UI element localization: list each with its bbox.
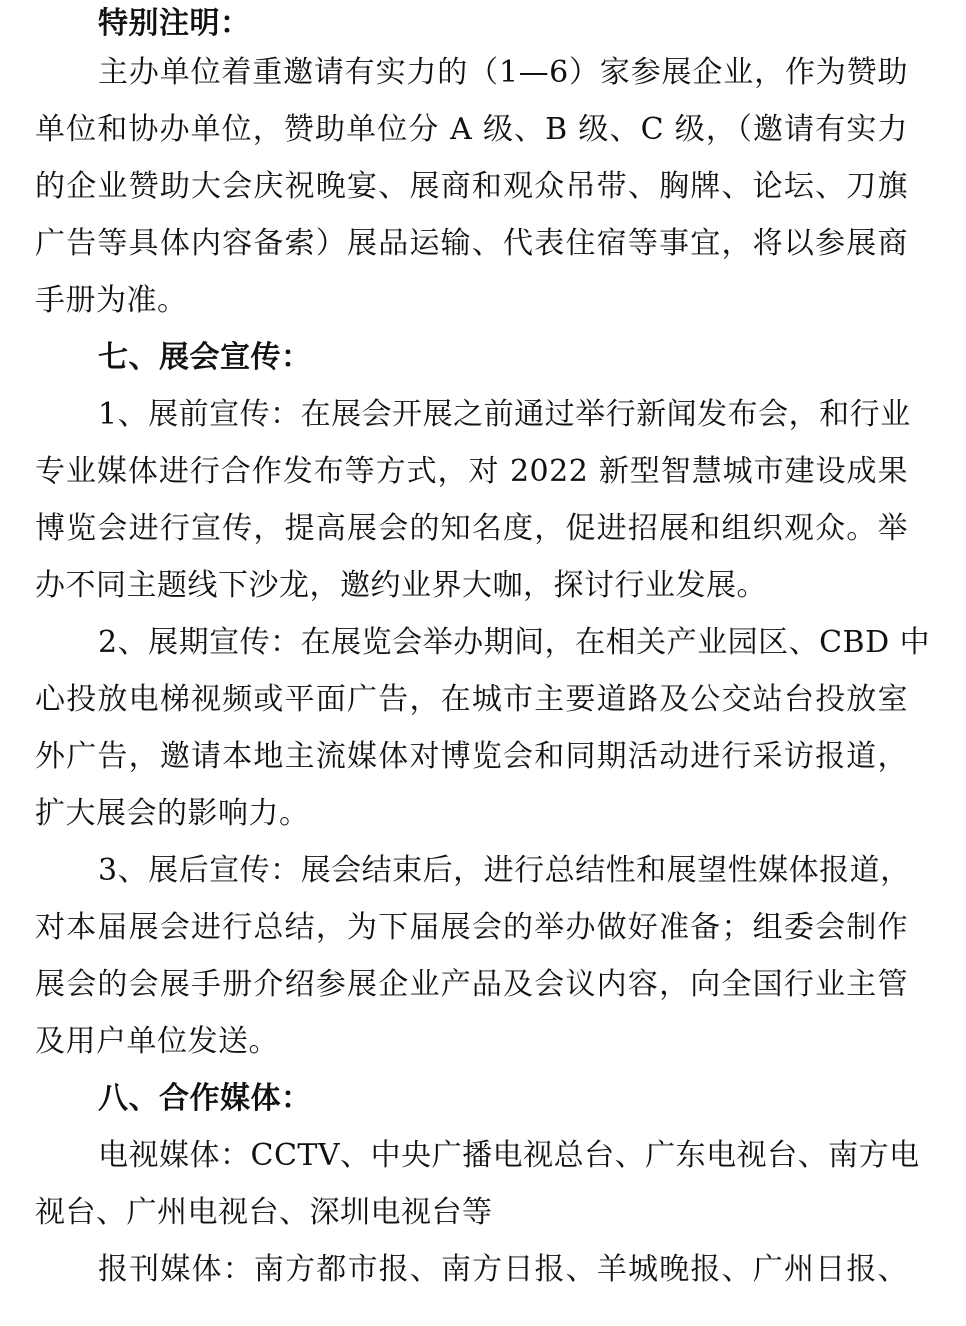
paragraph-line: 主办单位着重邀请有实力的（1—6）家参展企业，作为赞助 (98, 55, 908, 90)
paragraph-line: 外广告，邀请本地主流媒体对博览会和同期活动进行采访报道， (35, 739, 908, 774)
paragraph-line: 展会的会展手册介绍参展企业产品及会议内容，向全国行业主管 (35, 967, 908, 1002)
paragraph-line: 扩大展会的影响力。 (35, 796, 310, 831)
paragraph-line: 1、展前宣传：在展会开展之前通过举行新闻发布会，和行业 (98, 397, 911, 432)
heading-section-8: 八、合作媒体： (98, 1081, 312, 1116)
paragraph-line: 电视媒体：CCTV、中央广播电视总台、广东电视台、南方电 (98, 1138, 920, 1173)
paragraph-line: 的企业赞助大会庆祝晚宴、展商和观众吊带、胸牌、论坛、刀旗 (35, 169, 908, 204)
paragraph-line: 对本届展会进行总结，为下届展会的举办做好准备；组委会制作 (35, 910, 908, 945)
paragraph-line: 3、展后宣传：展会结束后，进行总结性和展望性媒体报道， (98, 853, 911, 888)
paragraph-line: 视台、广州电视台、深圳电视台等 (35, 1195, 493, 1230)
paragraph-line: 办不同主题线下沙龙，邀约业界大咖，探讨行业发展。 (35, 568, 767, 603)
heading-section-7: 七、展会宣传： (98, 340, 312, 375)
paragraph-line: 博览会进行宣传，提高展会的知名度，促进招展和组织观众。举 (35, 511, 908, 546)
paragraph-line: 专业媒体进行合作发布等方式，对 2022 新型智慧城市建设成果 (35, 454, 908, 489)
heading-special-note: 特别注明： (98, 6, 251, 41)
paragraph-line: 单位和协办单位，赞助单位分 A 级、B 级、C 级，（邀请有实力 (35, 112, 908, 147)
paragraph-line: 手册为准。 (35, 283, 188, 318)
paragraph-line: 心投放电梯视频或平面广告，在城市主要道路及公交站台投放室 (35, 682, 908, 717)
paragraph-line: 2、展期宣传：在展览会举办期间，在相关产业园区、CBD 中 (98, 625, 931, 660)
paragraph-line: 报刊媒体：南方都市报、南方日报、羊城晚报、广州日报、 (98, 1252, 908, 1287)
paragraph-line: 广告等具体内容备索）展品运输、代表住宿等事宜，将以参展商 (35, 226, 908, 261)
paragraph-line: 及用户单位发送。 (35, 1024, 279, 1059)
